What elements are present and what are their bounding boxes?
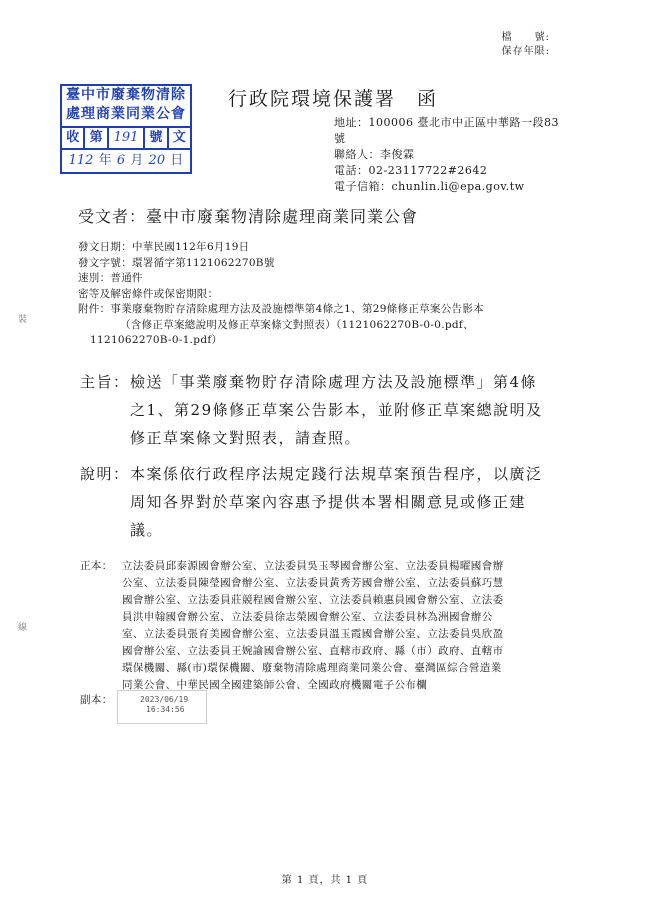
year-label: 年 bbox=[98, 153, 112, 168]
explanation-block bbox=[80, 460, 543, 544]
handwritten-month: 6 bbox=[116, 153, 126, 168]
document-title: 行政院環境保護署 函 bbox=[228, 88, 439, 110]
document-label: 文 bbox=[172, 130, 186, 145]
subject-line-1: 檢送「事業廢棄物貯存清除處理方法及設施標準」第4條 bbox=[130, 373, 538, 391]
copy-recipients bbox=[80, 692, 122, 709]
original-recipients-head: 正本： bbox=[80, 560, 113, 572]
original-recipients-line: 立法委員邱泰源國會辦公室、立法委員吳玉琴國會辦公室、立法委員楊曜國會辦 bbox=[122, 560, 504, 572]
handwritten-number: 191 bbox=[113, 130, 139, 145]
subject-block bbox=[80, 368, 543, 452]
recipient: 受文者：臺中市廢棄物清除處理商業同業公會 bbox=[78, 207, 419, 226]
original-recipients-line: 環保機關、縣(市)環保機關、廢棄物清除處理商業同業公會、臺灣區綜合營造業 bbox=[122, 662, 502, 674]
handwritten-year: 112 bbox=[68, 153, 94, 168]
retention-label: 保存年限: bbox=[501, 46, 550, 57]
classification: 密等及解密條件或保密期限： bbox=[78, 287, 219, 300]
contact-block bbox=[334, 115, 559, 195]
issue-date: 發文日期：中華民國112年6月19日 bbox=[78, 241, 250, 253]
copy-stamp-date: 2023/06/19 bbox=[140, 695, 189, 704]
receipt-stamp-org-line1: 臺中市廢棄物清除 bbox=[66, 87, 186, 103]
subject-line-2: 之1、第29條修正草案公告影本，並附修正草案總說明及 bbox=[130, 401, 543, 419]
address-line-2: 號 bbox=[334, 132, 346, 145]
doc-number: 發文字號：環署循字第1121062270B號 bbox=[78, 256, 275, 269]
delivery-speed: 速別：普通件 bbox=[78, 272, 143, 284]
number-prefix: 第 bbox=[83, 128, 108, 148]
receipt-stamp-number-row bbox=[62, 126, 190, 150]
address-line-1: 地址：100006 臺北市中正區中華路一段83 bbox=[334, 116, 559, 129]
explanation-line-2: 周知各界對於草案內容惠予提供本署相關意見或修正建 bbox=[130, 493, 527, 511]
number-suffix: 號 bbox=[143, 128, 168, 148]
receipt-stamp-date-row bbox=[62, 150, 190, 172]
original-recipients-line: 室、立法委員張育美國會辦公室、立法委員溫玉霞國會辦公室、立法委員吳欣盈 bbox=[122, 628, 504, 640]
received-label: 收 bbox=[66, 130, 80, 145]
phone: 電話：02-23117722#2642 bbox=[334, 164, 488, 177]
attachment-line-2: （含修正草案總說明及修正草案條文對照表）（1121062270B-0-0.pdf、 bbox=[120, 318, 474, 331]
copy-stamp bbox=[117, 690, 207, 724]
month-label: 月 bbox=[130, 153, 144, 168]
receipt-stamp-org-line2: 處理商業同業公會 bbox=[66, 106, 186, 122]
day-label: 日 bbox=[170, 153, 184, 168]
file-number-label: 檔 號: bbox=[501, 32, 550, 43]
original-recipients-line: 國會辦公室、立法委員莊競程國會辦公室、立法委員賴惠員國會辦公室、立法委 bbox=[122, 594, 504, 606]
receipt-stamp bbox=[60, 84, 192, 174]
copy-recipients-head: 副本： bbox=[80, 694, 113, 706]
subject-line-3: 修正草案條文對照表，請查照。 bbox=[130, 429, 362, 447]
page-footer: 第 1 頁，共 1 頁 bbox=[281, 875, 369, 886]
original-recipients-line: 國會辦公室、立法委員王婉諭國會辦公室、直轄市政府、縣（市）政府、直轄市 bbox=[122, 645, 504, 657]
original-recipients-line: 員洪申翰國會辦公室、立法委員徐志榮國會辦公室、立法委員林為洲國會辦公 bbox=[122, 611, 493, 623]
explanation-line-1: 本案係依行政程序法規定踐行法規草案預告程序，以廣泛 bbox=[130, 465, 543, 483]
contact-person: 聯絡人：李俊霖 bbox=[334, 148, 415, 161]
original-recipients bbox=[80, 558, 504, 694]
explanation-head: 說明： bbox=[80, 465, 130, 483]
attachment-line-3: 1121062270B-0-1.pdf） bbox=[90, 334, 223, 346]
attachment-line-1: 附件：事業廢棄物貯存清除處理方法及設施標準第4條之1、第29條修正草案公告影本 bbox=[78, 303, 484, 315]
explanation-line-3: 議。 bbox=[130, 521, 164, 539]
binding-mark-top: 裝 bbox=[18, 315, 28, 325]
email: 電子信箱：chunlin.li@epa.gov.tw bbox=[334, 180, 525, 193]
original-recipients-line: 同業公會、中華民國全國建築師公會、全國政府機關電子公布欄 bbox=[122, 679, 428, 691]
subject-head: 主旨： bbox=[80, 373, 130, 391]
binding-mark-bottom: 線 bbox=[18, 623, 28, 633]
handwritten-day: 20 bbox=[148, 153, 166, 168]
meta-block bbox=[78, 240, 484, 349]
original-recipients-line: 公室、立法委員陳瑩國會辦公室、立法委員黃秀芳國會辦公室、立法委員蘇巧慧 bbox=[122, 577, 504, 589]
copy-stamp-number: 16:34:56 bbox=[146, 705, 185, 714]
